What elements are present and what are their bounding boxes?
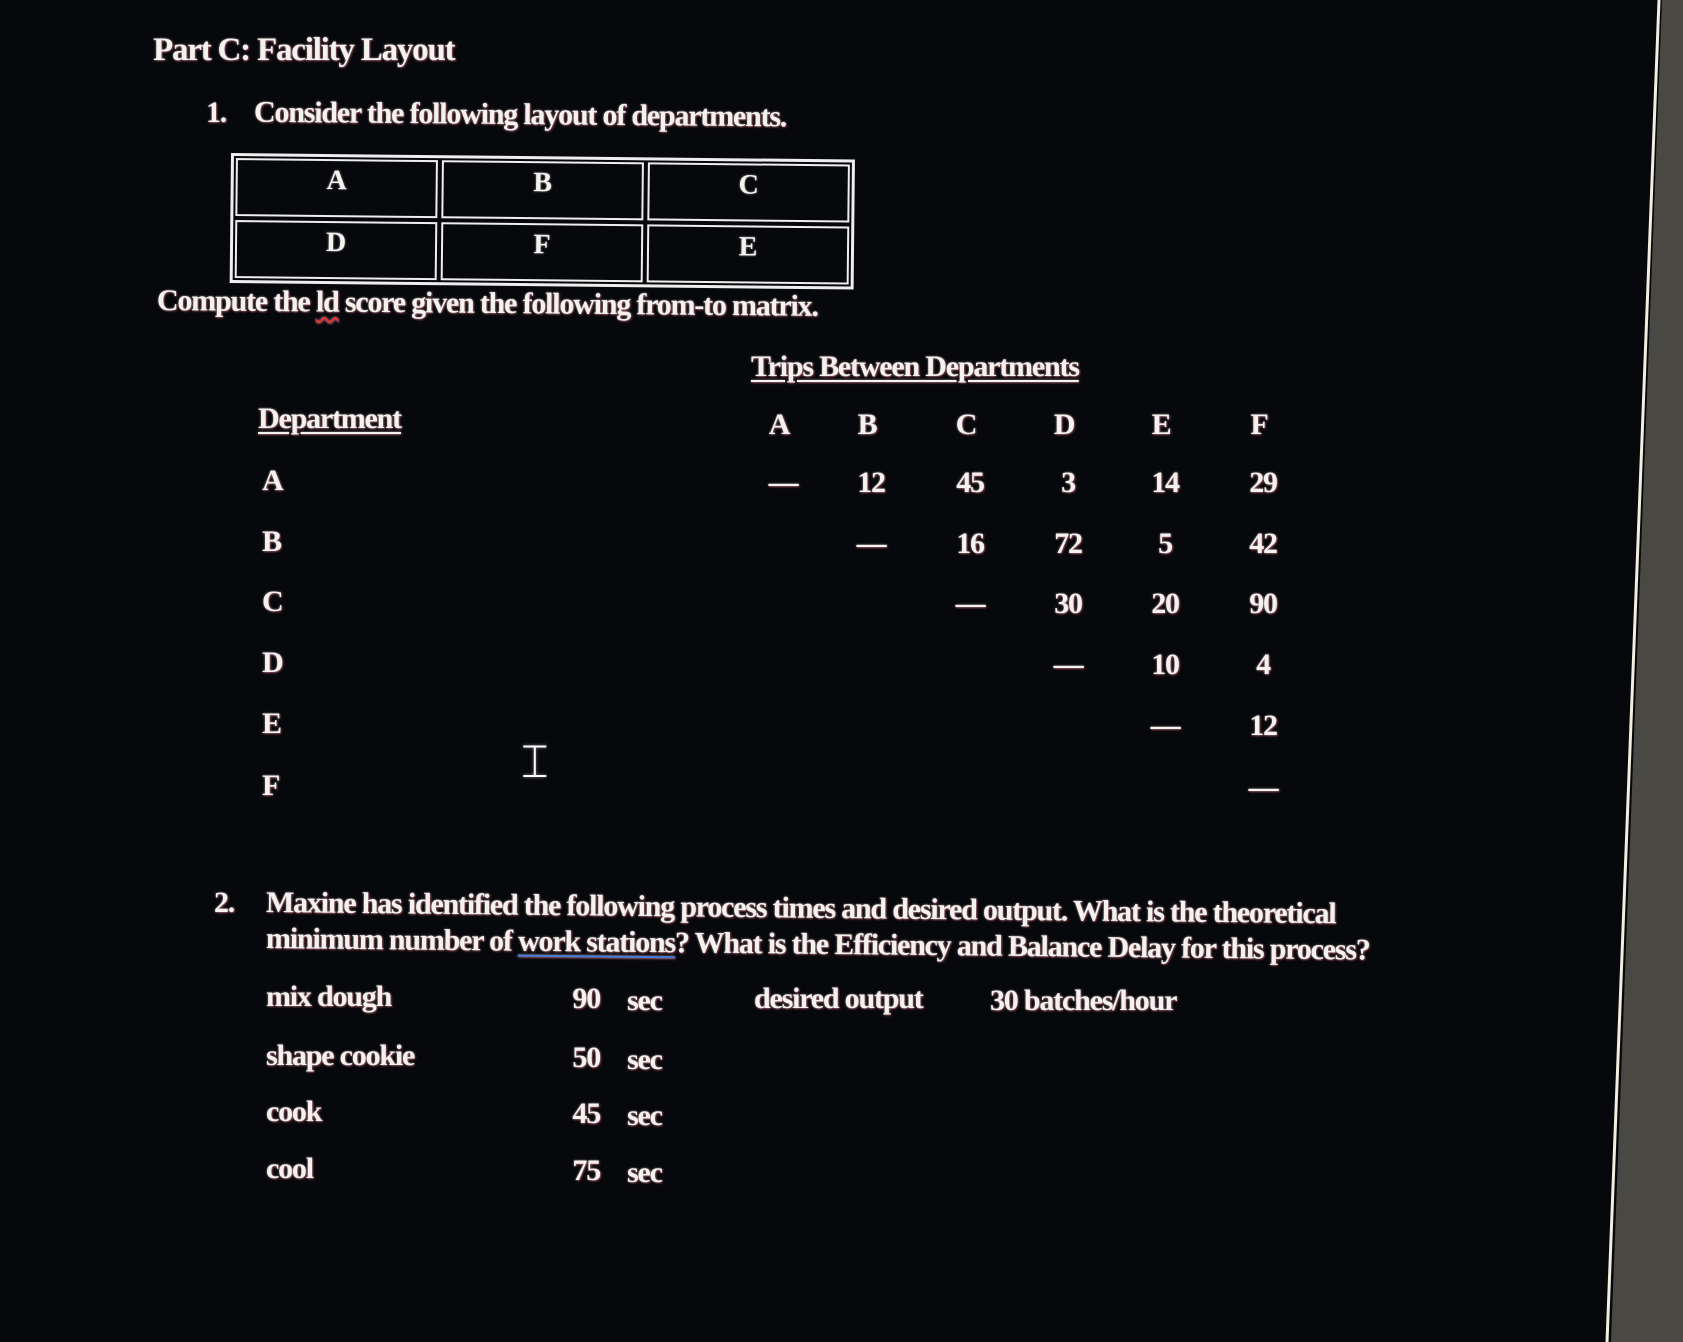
department-layout-grid	[230, 153, 855, 290]
matrix-cell: —	[768, 466, 798, 499]
matrix-cell: 12	[857, 466, 885, 499]
matrix-cell: 12	[1249, 709, 1277, 742]
matrix-cell: 16	[956, 527, 984, 560]
matrix-cell: 29	[1249, 466, 1277, 499]
matrix-cell: —	[856, 527, 886, 560]
task-name: cool	[266, 1152, 313, 1185]
layout-cell: E	[647, 224, 850, 284]
matrix-column-header: D	[1053, 408, 1075, 441]
matrix-column-header: F	[1250, 408, 1268, 441]
task-name: cook	[266, 1095, 322, 1128]
desired-output-value: 30 batches/hour	[990, 984, 1177, 1017]
compute-prefix: Compute the	[156, 284, 317, 319]
task-unit: sec	[627, 984, 662, 1017]
matrix-row-label: F	[262, 769, 280, 802]
task-unit: sec	[627, 1156, 662, 1189]
matrix-cell: 45	[956, 466, 984, 499]
task-unit: sec	[627, 1099, 662, 1132]
matrix-cell: 90	[1249, 587, 1277, 620]
matrix-column-header: C	[955, 408, 977, 441]
matrix-cell: —	[1150, 709, 1180, 742]
matrix-cell: 10	[1151, 648, 1179, 681]
matrix-cell: 4	[1256, 648, 1270, 681]
q2-line2-suffix: ? What is the Efficiency and Balance Delay for this process?	[674, 926, 1370, 967]
matrix-row-label: E	[262, 707, 281, 740]
task-time: 45	[572, 1097, 600, 1130]
compute-suffix: score given the following from-to matrix.	[338, 285, 818, 323]
layout-cell: F	[441, 222, 644, 282]
q2-line1: Maxine has identified the following process times and desired output. What is the theoretical	[265, 886, 1336, 931]
desired-output-label: desired output	[754, 982, 923, 1015]
matrix-column-header: A	[768, 408, 790, 441]
task-unit: sec	[627, 1043, 662, 1076]
matrix-cell: 72	[1054, 527, 1082, 560]
text-cursor-ibeam-icon: ⌶	[521, 736, 549, 787]
matrix-cell: —	[1248, 771, 1278, 804]
matrix-cell: 3	[1061, 466, 1075, 499]
q1-number: 1.	[206, 96, 227, 129]
matrix-cell: 14	[1151, 466, 1179, 499]
matrix-row-label: B	[262, 525, 281, 558]
compute-instruction	[157, 284, 818, 324]
matrix-cell: 30	[1054, 587, 1082, 620]
layout-cell: D	[235, 220, 438, 280]
matrix-cell: 5	[1158, 527, 1172, 560]
layout-cell: C	[647, 162, 850, 222]
layout-cell: A	[235, 158, 438, 218]
task-name: shape cookie	[266, 1039, 415, 1072]
q2-line2-prefix: minimum number of	[265, 922, 519, 958]
matrix-column-header: B	[857, 408, 877, 441]
task-name: mix dough	[266, 980, 392, 1013]
matrix-cell: 42	[1249, 527, 1277, 560]
matrix-row-label: A	[262, 464, 283, 497]
q1-text: Consider the following layout of departments.	[253, 95, 787, 134]
matrix-cell: —	[955, 587, 985, 620]
work-stations-term: work stations	[517, 924, 676, 960]
matrix-title: Trips Between Departments	[751, 350, 1079, 383]
department-header: Department	[258, 402, 401, 435]
task-time: 75	[572, 1154, 600, 1187]
spellcheck-word-ld: ld	[315, 285, 339, 319]
task-time: 90	[572, 982, 600, 1015]
matrix-cell: —	[1053, 648, 1083, 681]
matrix-cell: 20	[1151, 587, 1179, 620]
part-title: Part C: Facility Layout	[153, 32, 455, 68]
matrix-row-label: C	[262, 585, 283, 618]
matrix-column-header: E	[1151, 408, 1171, 441]
layout-cell: B	[441, 160, 644, 220]
matrix-row-label: D	[262, 646, 283, 679]
task-time: 50	[572, 1041, 600, 1074]
q2-number: 2.	[214, 886, 235, 919]
